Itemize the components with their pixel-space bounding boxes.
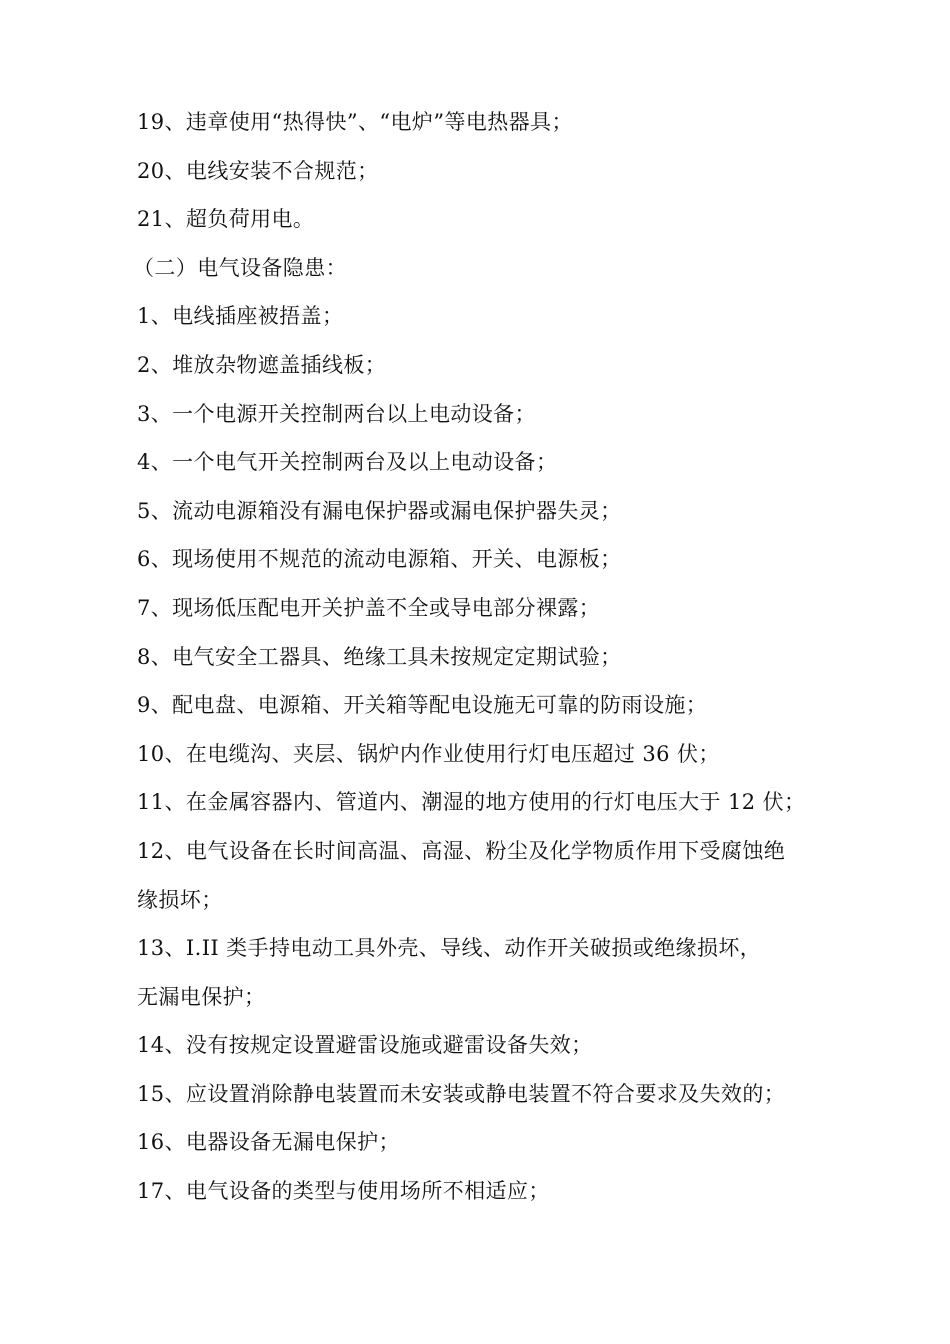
list-item: 8、电气安全工器具、绝缘工具未按规定定期试验； bbox=[137, 644, 622, 669]
list-item: 9、配电盘、电源箱、开关箱等配电设施无可靠的防雨设施； bbox=[137, 693, 708, 718]
list-item: 10、在电缆沟、夹层、锅炉内作业使用行灯电压超过 36 伏； bbox=[137, 741, 720, 766]
list-item: 4、一个电气开关控制两台及以上电动设备； bbox=[137, 450, 558, 475]
section-heading: （二）电气设备隐患： bbox=[133, 255, 347, 280]
list-item: 21、超负荷用电。 bbox=[137, 207, 315, 232]
list-item: 13、I.II 类手持电动工具外壳、导线、动作开关破损或绝缘损坏， bbox=[137, 936, 762, 961]
list-item: 6、现场使用不规范的流动电源箱、开关、电源板； bbox=[137, 547, 622, 572]
list-item: 12、电气设备在长时间高温、高湿、粉尘及化学物质作用下受腐蚀绝 bbox=[137, 838, 786, 863]
list-item: 19、违章使用“热得快”、“电炉”等电热器具； bbox=[137, 110, 573, 134]
list-item: 7、现场低压配电开关护盖不全或导电部分裸露； bbox=[137, 595, 601, 620]
list-item: 2、堆放杂物遮盖插线板； bbox=[137, 352, 387, 377]
list-item: 11、在金属容器内、管道内、潮湿的地方使用的行灯电压大于 12 伏； bbox=[137, 790, 806, 815]
list-item: 16、电器设备无漏电保护； bbox=[137, 1130, 400, 1155]
document-body bbox=[133, 98, 827, 1216]
list-item: 20、电线安装不合规范； bbox=[137, 158, 379, 183]
list-item-continuation: 无漏电保护； bbox=[137, 984, 266, 1009]
list-item: 14、没有按规定设置避雷设施或避雷设备失效； bbox=[137, 1033, 593, 1058]
list-item: 5、流动电源箱没有漏电保护器或漏电保护器失灵； bbox=[137, 498, 622, 523]
list-item: 3、一个电源开关控制两台以上电动设备； bbox=[137, 401, 536, 426]
list-item-continuation: 缘损坏； bbox=[137, 887, 223, 912]
list-item: 1、电线插座被捂盖； bbox=[137, 304, 344, 329]
list-item: 17、电气设备的类型与使用场所不相适应； bbox=[137, 1179, 550, 1204]
list-item: 15、应设置消除静电装置而未安装或静电装置不符合要求及失效的； bbox=[137, 1081, 786, 1106]
